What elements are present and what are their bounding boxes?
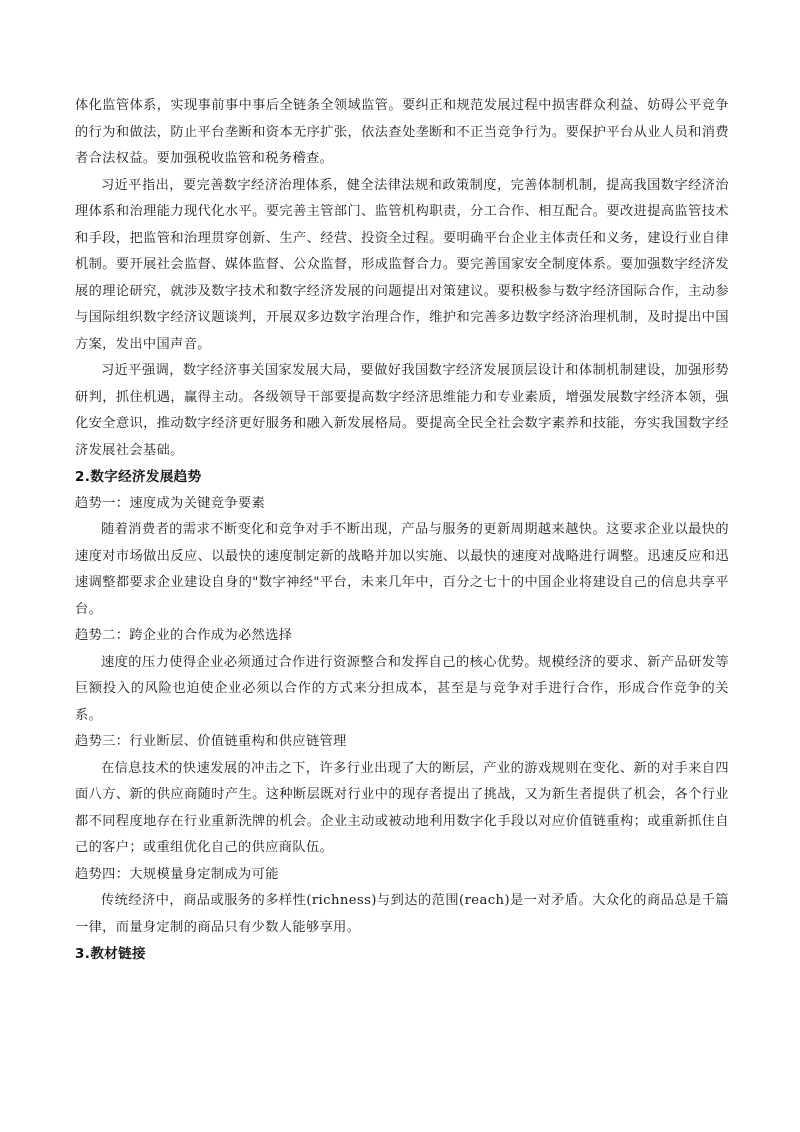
trend-title-1: 趋势一：速度成为关键竞争要素 (75, 495, 266, 511)
paragraph-trend-1: 随着消费者的需求不断变化和竞争对手不断出现，产品与服务的更新周期越来越快。这要求企业以最快的速度对市场做出反应、以最快的速度制定新的战略并加以实施、以最快的速度对战略进行调整。迅速反应和迅速调整都要求企业建设自身的"数字神经"平台，未来几年中，百分之七十的中国企业将建设自己的信息共享平台。 (75, 522, 729, 617)
paragraph-governance-system: 习近平指出，要完善数字经济治理体系，健全法律法规和政策制度，完善体制机制，提高我国数字经济治理体系和治理能力现代化水平。要完善主管部门、监管机构职责，分工合作、相互配合。要改进提高监管技术和手段，把监管和治理贯穿创新、生产、经营、投资全过程。要明确平台企业主体责任和义务，建设行业自律机制。要开展社会监督、媒体监督、公众监督，形成监督合力。要完善国家安全制度体系。要加强数字经济发展的理论研究，就涉及数字技术和数字经济发展的问题提出对策建议。要积极参与数字经济国际合作，主动参与国际组织数字经济议题谈判，开展双多边数字治理合作，维护和完善多边数字经济治理机制，及时提出中国方案，发出中国声音。 (75, 177, 729, 352)
paragraph-regulation-system: 体化监管体系，实现事前事中事后全链条全领域监管。要纠正和规范发展过程中损害群众利益、妨碍公平竞争的行为和做法，防止平台垄断和资本无序扩张，依法查处垄断和不正当竞争行为。要保护平台从业人员和消费者合法权益。要加强税收监管和税务稽查。 (75, 98, 729, 166)
document-page (75, 93, 729, 968)
trend-title-2: 趋势二：跨企业的合作成为必然选择 (75, 628, 293, 643)
trend-title-3: 趋势三：行业断层、价值链重构和供应链管理 (75, 734, 347, 749)
trend-title-4: 趋势四：大规模量身定制成为可能 (75, 866, 279, 882)
section-heading-textbook-link: 3.教材链接 (75, 946, 146, 962)
paragraph-trend-3: 在信息技术的快速发展的冲击之下，许多行业出现了大的断层，产业的游戏规则在变化、新的对手来自四面八方、新的供应商随时产生。这种断层既对行业中的现存者提出了挑战，又为新生者提供了机会，各个行业都不同程度地存在行业重新洗牌的机会。企业主动或被动地利用数字化手段以对应价值链重构；或重新抓住自己的客户；或重组优化自己的供应商队伍。 (75, 760, 729, 855)
paragraph-trend-2: 速度的压力使得企业必须通过合作进行资源整合和发挥自己的核心优势。规模经济的要求、新产品研发等巨额投入的风险也迫使企业必须以合作的方式来分担成本，甚至是与竞争对手进行合作，形成合作竞争的关系。 (75, 654, 729, 723)
paragraph-development-overall: 习近平强调，数字经济事关国家发展大局，要做好我国数字经济发展顶层设计和体制机制建设，加强形势研判，抓住机遇，赢得主动。各级领导干部要提高数字经济思维能力和专业素质，增强发展数字经济本领，强化安全意识，推动数字经济更好服务和融入新发展格局。要提高全民全社会数字素养和技能，夯实我国数字经济发展社会基础。 (75, 363, 729, 458)
section-heading-trends: 2.数字经济发展趋势 (75, 469, 202, 485)
paragraph-trend-4: 传统经济中，商品或服务的多样性(richness)与到达的范围(reach)是一对矛盾。大众化的商品总是千篇一律，而量身定制的商品只有少数人能够享用。 (75, 893, 729, 935)
